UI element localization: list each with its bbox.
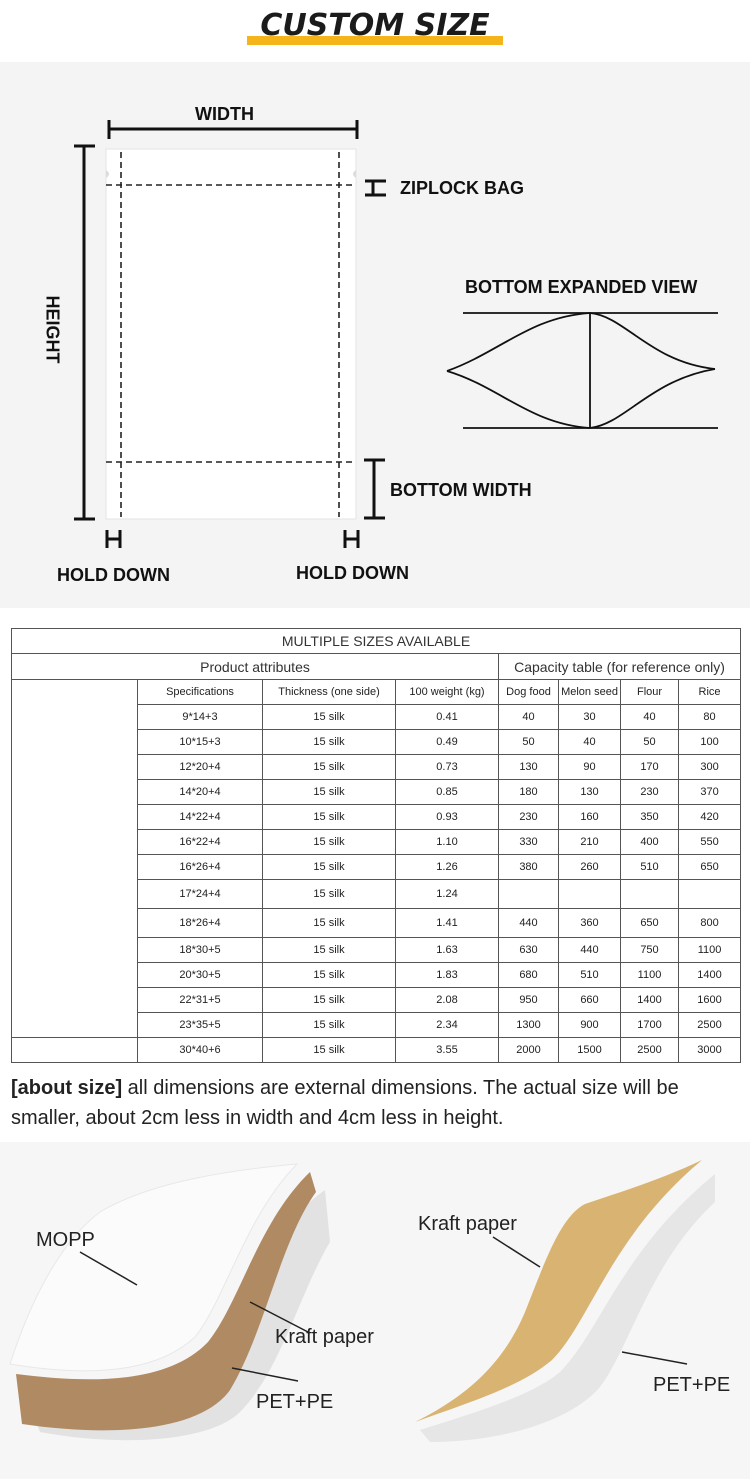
table-cell: 15 silk [263, 830, 396, 855]
table-cell: 14*20+4 [138, 780, 263, 805]
table-cell: 440 [499, 909, 559, 938]
table-cell: 510 [621, 855, 679, 880]
column-header: Thickness (one side) [263, 680, 396, 705]
table-cell: 1700 [621, 1013, 679, 1038]
table-cell: 15 silk [263, 880, 396, 909]
hold-down-label-right: HOLD DOWN [296, 563, 409, 583]
table-cell [499, 880, 559, 909]
table-cell: 650 [679, 855, 741, 880]
bag-drawing [0, 62, 750, 608]
table-cell: 18*30+5 [138, 938, 263, 963]
bag-outline [106, 149, 356, 519]
table-cell: 23*35+5 [138, 1013, 263, 1038]
table-cell: 2500 [621, 1038, 679, 1063]
table-row [12, 1038, 741, 1063]
table-header-row [12, 680, 741, 705]
bottom-width-label: BOTTOM WIDTH [390, 480, 532, 500]
table-cell: 50 [499, 730, 559, 755]
hold-down-marker-right [345, 530, 358, 548]
table-cell: 1100 [621, 963, 679, 988]
hold-down-label-left: HOLD DOWN [57, 565, 170, 585]
table-cell: 1100 [679, 938, 741, 963]
table-cell: 17*24+4 [138, 880, 263, 909]
table-cell: 15 silk [263, 755, 396, 780]
table-cell: 1.63 [396, 938, 499, 963]
table-cell: 0.73 [396, 755, 499, 780]
table-title: MULTIPLE SIZES AVAILABLE [12, 629, 741, 654]
table-cell: 3000 [679, 1038, 741, 1063]
table-cell: 16*26+4 [138, 855, 263, 880]
table-cell [621, 880, 679, 909]
table-cell: 15 silk [263, 730, 396, 755]
hold-down-marker-left [107, 530, 120, 548]
table-cell: 0.49 [396, 730, 499, 755]
table-cell: 30 [559, 705, 621, 730]
table-cell: 2.08 [396, 988, 499, 1013]
table-cell: 1300 [499, 1013, 559, 1038]
table-cell: 660 [559, 988, 621, 1013]
column-header: 100 weight (kg) [396, 680, 499, 705]
table-cell: 800 [679, 909, 741, 938]
label-petpe-left: PET+PE [256, 1391, 334, 1413]
ziplock-marker [365, 181, 386, 195]
size-note [11, 1073, 746, 1133]
ziplock-label: ZIPLOCK BAG [400, 178, 524, 198]
table-cell: 2500 [679, 1013, 741, 1038]
table-cell: 15 silk [263, 855, 396, 880]
table-cell: 300 [679, 755, 741, 780]
table-cell: 90 [559, 755, 621, 780]
material-layers-drawing [0, 1142, 750, 1479]
table-cell: 40 [499, 705, 559, 730]
table-cell [559, 880, 621, 909]
table-cell: 15 silk [263, 988, 396, 1013]
height-dimension-line [74, 146, 95, 519]
table-cell: 2000 [499, 1038, 559, 1063]
label-mopp: MOPP [36, 1229, 95, 1251]
table-cell: 130 [499, 755, 559, 780]
table-cell: 15 silk [263, 909, 396, 938]
table-group-row [12, 654, 741, 680]
bottom-expanded-view-drawing [447, 313, 718, 428]
table-cell: 12*20+4 [138, 755, 263, 780]
table-cell [679, 880, 741, 909]
table-cell: 9*14+3 [138, 705, 263, 730]
table-cell: 1.41 [396, 909, 499, 938]
table-cell: 680 [499, 963, 559, 988]
table-cell: 1.24 [396, 880, 499, 909]
label-kraft-right: Kraft paper [418, 1213, 517, 1235]
size-table-container [11, 628, 740, 1063]
table-cell: 15 silk [263, 1038, 396, 1063]
table-cell: 130 [559, 780, 621, 805]
blank-side-cell [12, 1038, 138, 1063]
table-cell: 10*15+3 [138, 730, 263, 755]
table-cell: 1600 [679, 988, 741, 1013]
page-title: CUSTOM SIZE [260, 8, 490, 43]
table-cell: 230 [499, 805, 559, 830]
table-cell: 360 [559, 909, 621, 938]
table-cell: 330 [499, 830, 559, 855]
table-cell: 550 [679, 830, 741, 855]
table-cell: 1500 [559, 1038, 621, 1063]
table-cell: 170 [621, 755, 679, 780]
table-cell: 160 [559, 805, 621, 830]
table-cell: 900 [559, 1013, 621, 1038]
bottom-expanded-view-label: BOTTOM EXPANDED VIEW [465, 277, 698, 297]
bottom-width-marker [364, 460, 385, 518]
size-note-tag: [about size] [11, 1077, 123, 1099]
table-cell: 40 [559, 730, 621, 755]
table-cell: 210 [559, 830, 621, 855]
table-cell: 400 [621, 830, 679, 855]
material-layers-section [0, 1142, 750, 1479]
table-cell: 630 [499, 938, 559, 963]
group-product-attributes: Product attributes [12, 654, 499, 680]
table-cell: 15 silk [263, 805, 396, 830]
table-cell: 420 [679, 805, 741, 830]
table-cell: 3.55 [396, 1038, 499, 1063]
page-header [0, 0, 750, 62]
table-cell: 1.26 [396, 855, 499, 880]
blank-side-cell [12, 680, 138, 1038]
table-cell: 1400 [621, 988, 679, 1013]
column-header: Specifications [138, 680, 263, 705]
table-cell: 30*40+6 [138, 1038, 263, 1063]
table-cell: 0.85 [396, 780, 499, 805]
table-cell: 20*30+5 [138, 963, 263, 988]
table-cell: 50 [621, 730, 679, 755]
height-label: HEIGHT [42, 295, 63, 364]
bag-size-diagram [0, 62, 750, 608]
column-header: Rice [679, 680, 741, 705]
table-cell: 650 [621, 909, 679, 938]
table-cell: 22*31+5 [138, 988, 263, 1013]
table-cell: 180 [499, 780, 559, 805]
table-cell: 350 [621, 805, 679, 830]
table-cell: 440 [559, 938, 621, 963]
table-cell: 14*22+4 [138, 805, 263, 830]
table-cell: 15 silk [263, 963, 396, 988]
table-cell: 1.10 [396, 830, 499, 855]
width-label: WIDTH [195, 104, 254, 124]
table-cell: 750 [621, 938, 679, 963]
table-cell: 15 silk [263, 705, 396, 730]
table-title-row [12, 629, 741, 654]
table-cell: 18*26+4 [138, 909, 263, 938]
group-capacity-table: Capacity table (for reference only) [499, 654, 741, 680]
table-cell: 230 [621, 780, 679, 805]
label-petpe-right: PET+PE [653, 1374, 731, 1396]
label-kraft-left: Kraft paper [275, 1326, 374, 1348]
table-cell: 1400 [679, 963, 741, 988]
table-cell: 15 silk [263, 938, 396, 963]
table-cell: 510 [559, 963, 621, 988]
table-cell: 16*22+4 [138, 830, 263, 855]
table-cell: 15 silk [263, 1013, 396, 1038]
table-cell: 40 [621, 705, 679, 730]
table-cell: 260 [559, 855, 621, 880]
table-cell: 15 silk [263, 780, 396, 805]
table-cell: 380 [499, 855, 559, 880]
size-table [11, 628, 741, 1063]
size-note-text: all dimensions are external dimensions. The actual size will be smaller, about 2cm less in width and 4cm less in height. [11, 1077, 679, 1129]
table-cell: 0.41 [396, 705, 499, 730]
table-cell: 370 [679, 780, 741, 805]
column-header: Flour [621, 680, 679, 705]
table-cell: 1.83 [396, 963, 499, 988]
table-cell: 0.93 [396, 805, 499, 830]
table-cell: 80 [679, 705, 741, 730]
table-cell: 2.34 [396, 1013, 499, 1038]
table-cell: 100 [679, 730, 741, 755]
column-header: Dog food [499, 680, 559, 705]
column-header: Melon seed [559, 680, 621, 705]
table-cell: 950 [499, 988, 559, 1013]
